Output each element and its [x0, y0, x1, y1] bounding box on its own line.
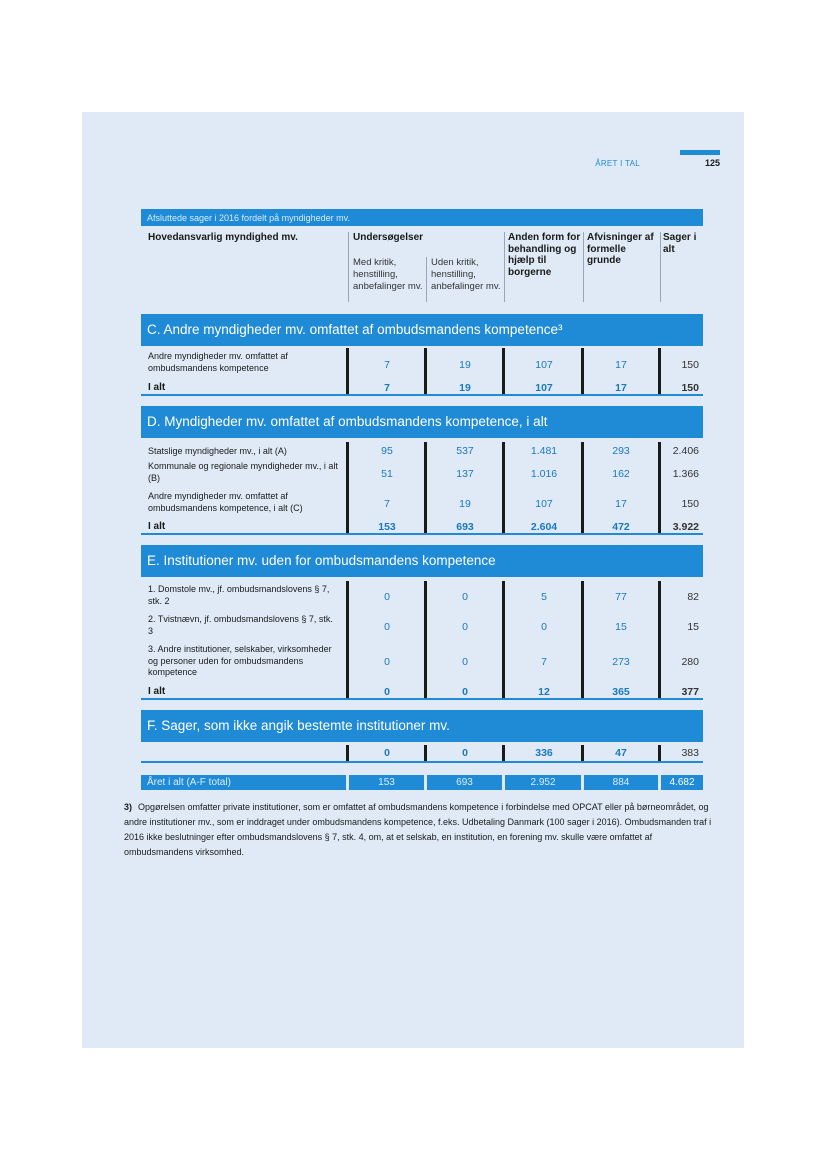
section-d-total-label: I alt — [148, 521, 166, 532]
cell: 7 — [384, 498, 390, 510]
grand-total-cell: 884 — [584, 775, 658, 790]
cell: 15 — [687, 621, 699, 633]
column-bar — [581, 745, 584, 761]
grand-total-cell: 2.952 — [505, 775, 581, 790]
section-c-row-label: Andre myndigheder mv. omfattet af ombudsmandens kompetence — [148, 351, 288, 373]
column-bar — [581, 442, 584, 533]
total-cell: 17 — [615, 382, 627, 394]
column-bar — [658, 348, 661, 394]
cell: 0 — [384, 591, 390, 603]
total-cell: 377 — [681, 686, 699, 698]
header-divider — [504, 232, 505, 302]
grand-total-label: Året i alt (A-F total) — [141, 775, 346, 790]
total-cell: 47 — [615, 747, 627, 759]
footnote-text: Opgørelsen omfatter private institutioner, som er omfattet af ombudsmandens kompetence i forbindelse med OPCAT eller på børneområdet, og andre institutioner mv., som er inddraget under ombudsmandens kompetence, f.eks. Udbetaling Danmark (100 sager i 2016). Ombudsmanden traf i 2016 ikke beslutninger efter ombudsmandslovens § 7, stk. 4, om, at et selskab, en institution, en forening mv. skulle være omfattet af ombudsmandens virksomhed. — [124, 802, 712, 857]
column-bar — [424, 348, 427, 394]
total-cell: 0 — [462, 686, 468, 698]
total-cell: 2.604 — [530, 521, 558, 533]
total-cell: 0 — [384, 686, 390, 698]
total-cell: 150 — [681, 382, 699, 394]
section-c-total-label: I alt — [148, 382, 166, 393]
section-e-total-label: I alt — [148, 686, 166, 697]
column-bar — [658, 581, 661, 698]
cell: 0 — [384, 656, 390, 668]
cell: 0 — [462, 621, 468, 633]
total-cell: 0 — [462, 747, 468, 759]
grand-total-cell: 693 — [427, 775, 502, 790]
cell: 19 — [459, 359, 471, 371]
total-cell: 153 — [378, 521, 396, 533]
col-authority: Hovedansvarlig myndighed mv. — [148, 232, 298, 243]
cell: 77 — [615, 591, 627, 603]
header-divider — [660, 232, 661, 302]
footnote — [124, 800, 714, 860]
column-bar — [581, 581, 584, 698]
total-cell: 107 — [535, 382, 553, 394]
total-cell: 365 — [612, 686, 630, 698]
col-without-criticism: Uden kritik, henstilling, anbefalinger mv. — [431, 257, 501, 292]
table-caption: Afsluttede sager i 2016 fordelt på myndigheder mv. — [141, 209, 703, 226]
cell: 107 — [535, 359, 553, 371]
column-bar — [658, 442, 661, 533]
section-d-underline — [141, 533, 703, 535]
col-cases-total: Sager i alt — [663, 232, 697, 255]
total-cell: 19 — [459, 382, 471, 394]
column-bar — [658, 745, 661, 761]
col-rejections: Afvisninger af formelle grunde — [587, 232, 654, 266]
cell: 107 — [535, 498, 553, 510]
cell: 1.366 — [672, 468, 699, 480]
column-bar — [424, 745, 427, 761]
cell: 82 — [687, 591, 699, 603]
cell: 15 — [615, 621, 627, 633]
cell: 17 — [615, 498, 627, 510]
cell: 51 — [381, 468, 393, 480]
column-bar — [502, 348, 505, 394]
header-divider — [583, 232, 584, 302]
section-d-title: D. Myndigheder mv. omfattet af ombudsmandens kompetence, i alt — [141, 406, 703, 438]
cell: 1.016 — [530, 468, 558, 480]
header-divider — [348, 232, 349, 302]
cell: 0 — [541, 621, 547, 633]
column-bar — [502, 581, 505, 698]
header-divider — [426, 257, 427, 302]
cell: 0 — [462, 591, 468, 603]
cell: 0 — [462, 656, 468, 668]
column-bar — [424, 442, 427, 533]
cell: 7 — [541, 656, 547, 668]
cell: 0 — [384, 621, 390, 633]
column-bar — [424, 581, 427, 698]
header-accent-bar — [680, 150, 720, 155]
col-with-criticism: Med kritik, henstilling, anbefalinger mv. — [353, 257, 423, 292]
cell: 280 — [681, 656, 699, 668]
section-e-title: E. Institutioner mv. uden for ombudsmandens kompetence — [141, 545, 703, 577]
column-bar — [502, 745, 505, 761]
section-e-row-label: 1. Domstole mv., jf. ombudsmandslovens § 7, stk. 2 — [148, 584, 330, 606]
cell: 2.406 — [672, 445, 699, 457]
cell: 537 — [456, 445, 474, 457]
total-cell: 336 — [535, 747, 553, 759]
cell: 17 — [615, 359, 627, 371]
report-page — [82, 112, 744, 1048]
col-investigations: Undersøgelser — [353, 232, 424, 243]
cell: 150 — [681, 359, 699, 371]
header-section: ÅRET I TAL — [595, 159, 640, 168]
column-bar — [346, 745, 349, 761]
total-cell: 3.922 — [672, 521, 699, 533]
section-c-underline — [141, 394, 703, 396]
cell: 19 — [459, 498, 471, 510]
section-d-row-label: Statslige myndigheder mv., i alt (A) — [148, 446, 287, 456]
grand-total-cell: 4.682 — [661, 775, 703, 790]
total-cell: 693 — [456, 521, 474, 533]
section-f-underline — [141, 761, 703, 763]
column-bar — [346, 442, 349, 533]
cell: 273 — [612, 656, 630, 668]
column-bar — [346, 348, 349, 394]
total-cell: 7 — [384, 382, 390, 394]
cell: 293 — [612, 445, 630, 457]
total-cell: 12 — [538, 686, 550, 698]
section-d-row-label: Kommunale og regionale myndigheder mv., i alt (B) — [148, 461, 338, 483]
cell: 150 — [681, 498, 699, 510]
column-bar — [502, 442, 505, 533]
total-cell: 472 — [612, 521, 630, 533]
section-e-row-label: 2. Tvistnævn, jf. ombudsmandslovens § 7, stk. 3 — [148, 614, 333, 636]
column-bar — [346, 581, 349, 698]
total-cell: 0 — [384, 747, 390, 759]
section-e-row-label: 3. Andre institutioner, selskaber, virksomheder og personer uden for ombudsmandens kompetence — [148, 644, 332, 677]
cell: 137 — [456, 468, 474, 480]
cell: 5 — [541, 591, 547, 603]
section-d-row-label: Andre myndigheder mv. omfattet af ombudsmandens kompetence, i alt (C) — [148, 491, 303, 513]
grand-total-cell: 153 — [349, 775, 424, 790]
section-c-title: C. Andre myndigheder mv. omfattet af ombudsmandens kompetence³ — [141, 314, 703, 346]
cell: 1.481 — [530, 445, 558, 457]
cell: 7 — [384, 359, 390, 371]
cell: 95 — [381, 445, 393, 457]
cell: 162 — [612, 468, 630, 480]
section-e-underline — [141, 698, 703, 700]
section-f-title: F. Sager, som ikke angik bestemte institutioner mv. — [141, 710, 703, 742]
footnote-marker: 3) — [124, 802, 133, 812]
col-other-form: Anden form for behandling og hjælp til borgerne — [508, 232, 581, 278]
page-number: 125 — [704, 158, 720, 168]
total-cell: 383 — [681, 747, 699, 759]
column-bar — [581, 348, 584, 394]
